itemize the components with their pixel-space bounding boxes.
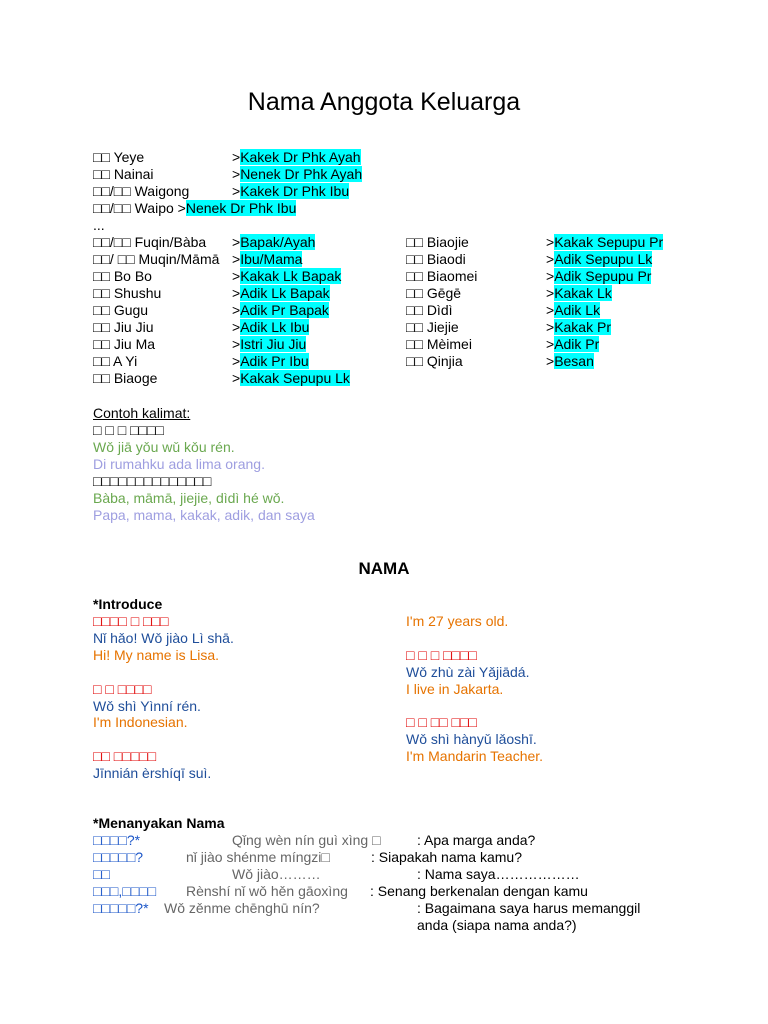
contoh-chinese-2: □□□□□□□□□□□□□□ <box>93 473 212 489</box>
family-row <box>93 370 157 387</box>
meaning-text: Nenek Dr Phk Ayah <box>240 166 363 182</box>
intro-chinese-3: □□ □□□□□ <box>93 748 157 764</box>
arrow: > <box>232 149 241 165</box>
meaning-text: Nenek Dr Phk Ibu <box>185 200 297 216</box>
pinyin: Jiejie <box>426 319 459 335</box>
family-meaning <box>232 251 302 268</box>
arrow: > <box>546 234 555 250</box>
meaning-text: Istri Jiu Jiu <box>240 336 307 352</box>
chinese-text: □□ <box>93 166 110 182</box>
pinyin: Fuqin/Bàba <box>134 234 207 250</box>
family-row <box>93 336 155 353</box>
chinese-text: □□ <box>406 251 423 267</box>
intro-chinese-2: □ □ □□□□ <box>93 681 152 697</box>
arrow: > <box>232 166 241 182</box>
intro-pinyin-1: Nǐ hǎo! Wǒ jiào Lì shā. <box>93 630 234 646</box>
family-meaning <box>232 166 362 183</box>
family-meaning <box>546 302 600 319</box>
meaning-text: Adik Lk Bapak <box>240 285 330 301</box>
meaning-text: Kakak Pr <box>554 319 611 335</box>
chinese-text: □□ <box>93 302 110 318</box>
chinese-text: □□ <box>93 319 110 335</box>
pinyin: A Yi <box>113 353 138 369</box>
menanyakan-heading: *Menanyakan Nama <box>93 815 225 831</box>
arrow: > <box>232 336 241 352</box>
intro-english-1: Hi! My name is Lisa. <box>93 647 220 663</box>
chinese-text: □□/□□ <box>93 234 131 250</box>
chinese-text: □□/ □□ <box>93 251 135 267</box>
family-row <box>93 285 161 302</box>
family-meaning <box>232 370 350 387</box>
intro-english-5: I'm Mandarin Teacher. <box>406 748 544 764</box>
family-meaning <box>232 234 315 251</box>
arrow: > <box>546 336 555 352</box>
arrow: > <box>232 268 241 284</box>
family-meaning <box>546 234 663 251</box>
arrow: > <box>232 183 241 199</box>
intro-chinese-5: □ □ □□ □□□ <box>406 714 477 730</box>
pinyin: Biaodi <box>426 251 466 267</box>
family-row <box>406 319 459 336</box>
family-meaning <box>546 268 651 285</box>
chinese-text: □□ <box>93 336 110 352</box>
intro-english-age: I'm 27 years old. <box>406 613 509 629</box>
contoh-heading: Contoh kalimat: <box>93 405 191 421</box>
family-row <box>93 353 137 370</box>
meaning-text: Kakek Dr Phk Ibu <box>240 183 350 199</box>
family-meaning <box>232 285 330 302</box>
family-row-nainai <box>93 166 154 183</box>
chinese-text: □□ <box>93 285 110 301</box>
arrow: > <box>546 353 555 369</box>
arrow: > <box>546 302 555 318</box>
meaning-text: Bapak/Ayah <box>240 234 316 250</box>
introduce-heading: *Introduce <box>93 596 163 612</box>
pinyin: Muqin/Māmā <box>138 251 220 267</box>
pinyin: Shushu <box>113 285 162 301</box>
family-row-waigong <box>93 183 189 200</box>
chinese-text: □□ <box>406 268 423 284</box>
chinese-text: □□ <box>406 234 423 250</box>
family-row <box>406 268 477 285</box>
contoh-pinyin-2: Bàba, māmā, jiejie, dìdì hé wǒ. <box>93 490 285 506</box>
chinese-text: □□ <box>93 149 110 165</box>
pinyin: Biaomei <box>426 268 478 284</box>
question-pinyin: nǐ jiào shénme míngzi□ <box>186 849 330 865</box>
family-row-waipo <box>93 200 296 217</box>
family-meaning <box>232 149 361 166</box>
pinyin: Gēgē <box>426 285 462 301</box>
question-meaning: : Nama saya……………… <box>417 866 580 882</box>
meaning-text: Adik Sepupu Lk <box>554 251 653 267</box>
meaning-text: Kakak Sepupu Lk <box>240 370 350 386</box>
intro-pinyin-3: Jīnnián èrshíqī suì. <box>93 765 212 781</box>
pinyin: Biaojie <box>426 234 469 250</box>
meaning-text: Adik Lk <box>554 302 601 318</box>
family-row <box>406 234 469 251</box>
question-chinese: □□□□?* <box>93 832 141 848</box>
section-heading-nama: NAMA <box>358 559 410 578</box>
pinyin: Gugu <box>113 302 149 318</box>
family-meaning <box>546 251 652 268</box>
family-row <box>93 251 219 268</box>
intro-english-4: I live in Jakarta. <box>406 681 504 697</box>
arrow: > <box>546 268 555 284</box>
pinyin: Waipo <box>134 200 174 216</box>
intro-pinyin-4: Wǒ zhù zài Yǎjiādá. <box>406 664 530 680</box>
family-row <box>406 336 472 353</box>
chinese-text: □□ <box>93 268 110 284</box>
family-meaning <box>232 183 349 200</box>
question-meaning: : Senang berkenalan dengan kamu <box>370 883 588 899</box>
family-row <box>406 353 463 370</box>
family-meaning <box>232 353 309 370</box>
pinyin: Waigong <box>134 183 190 199</box>
pinyin: Jiu Jiu <box>113 319 154 335</box>
intro-pinyin-5: Wǒ shì hànyǔ lǎoshī. <box>406 731 537 747</box>
pinyin: Biaoge <box>113 370 158 386</box>
family-meaning <box>546 285 612 302</box>
arrow: > <box>232 302 241 318</box>
meaning-text: Kakak Sepupu Pr <box>554 234 664 250</box>
question-chinese: □□□,□□□□ <box>93 883 157 899</box>
question-meaning: : Siapakah nama kamu? <box>371 849 522 865</box>
arrow: > <box>232 285 241 301</box>
family-row-yeye <box>93 149 144 166</box>
family-row <box>406 302 453 319</box>
contoh-translation-2: Papa, mama, kakak, adik, dan saya <box>93 507 315 523</box>
question-chinese: □□ <box>93 866 110 882</box>
chinese-text: □□/□□ <box>93 183 131 199</box>
intro-chinese-4: □ □ □ □□□□ <box>406 647 477 663</box>
chinese-text: □□ <box>406 302 423 318</box>
meaning-text: Adik Lk Ibu <box>240 319 310 335</box>
chinese-text: □□/□□ <box>93 200 131 216</box>
meaning-text: Besan <box>554 353 594 369</box>
meaning-text: Adik Pr Bapak <box>240 302 329 318</box>
arrow: > <box>232 234 241 250</box>
meaning-text: Ibu/Mama <box>240 251 303 267</box>
chinese-text: □□ <box>406 319 423 335</box>
pinyin: Mèimei <box>426 336 472 352</box>
page-title: Nama Anggota Keluarga <box>247 88 521 116</box>
family-meaning <box>546 336 599 353</box>
contoh-chinese-1: □ □ □ □□□□ <box>93 422 164 438</box>
meaning-text: Adik Sepupu Pr <box>554 268 652 284</box>
question-pinyin: Rènshí nǐ wǒ hěn gāoxìng <box>186 883 348 899</box>
arrow: > <box>232 370 241 386</box>
meaning-text: Adik Pr Ibu <box>240 353 309 369</box>
pinyin: Nainai <box>113 166 154 182</box>
intro-english-2: I'm Indonesian. <box>93 714 188 730</box>
question-chinese: □□□□□? <box>93 849 144 865</box>
family-meaning <box>232 336 306 353</box>
pinyin: Jiu Ma <box>113 336 156 352</box>
meaning-text: Kakek Dr Phk Ayah <box>240 149 361 165</box>
arrow: > <box>232 353 241 369</box>
intro-chinese-1: □□□□ □ □□□ <box>93 613 169 629</box>
family-row <box>93 234 206 251</box>
contoh-translation-1: Di rumahku ada lima orang. <box>93 456 265 472</box>
chinese-text: □□ <box>406 336 423 352</box>
question-pinyin: Wǒ jiào……… <box>232 866 321 882</box>
family-meaning <box>232 268 341 285</box>
pinyin: Dìdì <box>426 302 453 318</box>
question-meaning: : Bagaimana saya harus memanggil <box>417 900 641 916</box>
meaning-text: Adik Pr <box>554 336 600 352</box>
chinese-text: □□ <box>406 353 423 369</box>
meaning-text: Kakak Lk <box>554 285 612 301</box>
family-meaning <box>232 319 309 336</box>
meaning-text: Kakak Lk Bapak <box>240 268 342 284</box>
pinyin: Bo Bo <box>113 268 152 284</box>
family-row <box>93 268 152 285</box>
ellipsis: ... <box>93 217 105 233</box>
family-meaning <box>546 319 611 336</box>
arrow: > <box>546 251 555 267</box>
family-meaning <box>232 302 329 319</box>
question-meaning-continued: anda (siapa nama anda?) <box>417 917 577 933</box>
pinyin: Qinjia <box>426 353 463 369</box>
question-pinyin: Qǐng wèn nín guì xìng □ <box>232 832 381 848</box>
contoh-pinyin-1: Wǒ jiā yǒu wǔ kǒu rén. <box>93 439 235 455</box>
family-row <box>93 302 148 319</box>
chinese-text: □□ <box>93 353 110 369</box>
family-row <box>406 251 466 268</box>
arrow: > <box>546 285 555 301</box>
family-row <box>93 319 154 336</box>
arrow: > <box>232 319 241 335</box>
chinese-text: □□ <box>406 285 423 301</box>
question-pinyin: Wǒ zěnme chēnghū nín? <box>164 900 320 916</box>
family-row <box>406 285 461 302</box>
question-meaning: : Apa marga anda? <box>417 832 536 848</box>
arrow: > <box>177 200 186 216</box>
arrow: > <box>546 319 555 335</box>
question-chinese: □□□□□?* <box>93 900 149 916</box>
arrow: > <box>232 251 241 267</box>
intro-pinyin-2: Wǒ shì Yìnní rén. <box>93 698 201 714</box>
pinyin: Yeye <box>113 149 145 165</box>
chinese-text: □□ <box>93 370 110 386</box>
family-meaning <box>546 353 594 370</box>
